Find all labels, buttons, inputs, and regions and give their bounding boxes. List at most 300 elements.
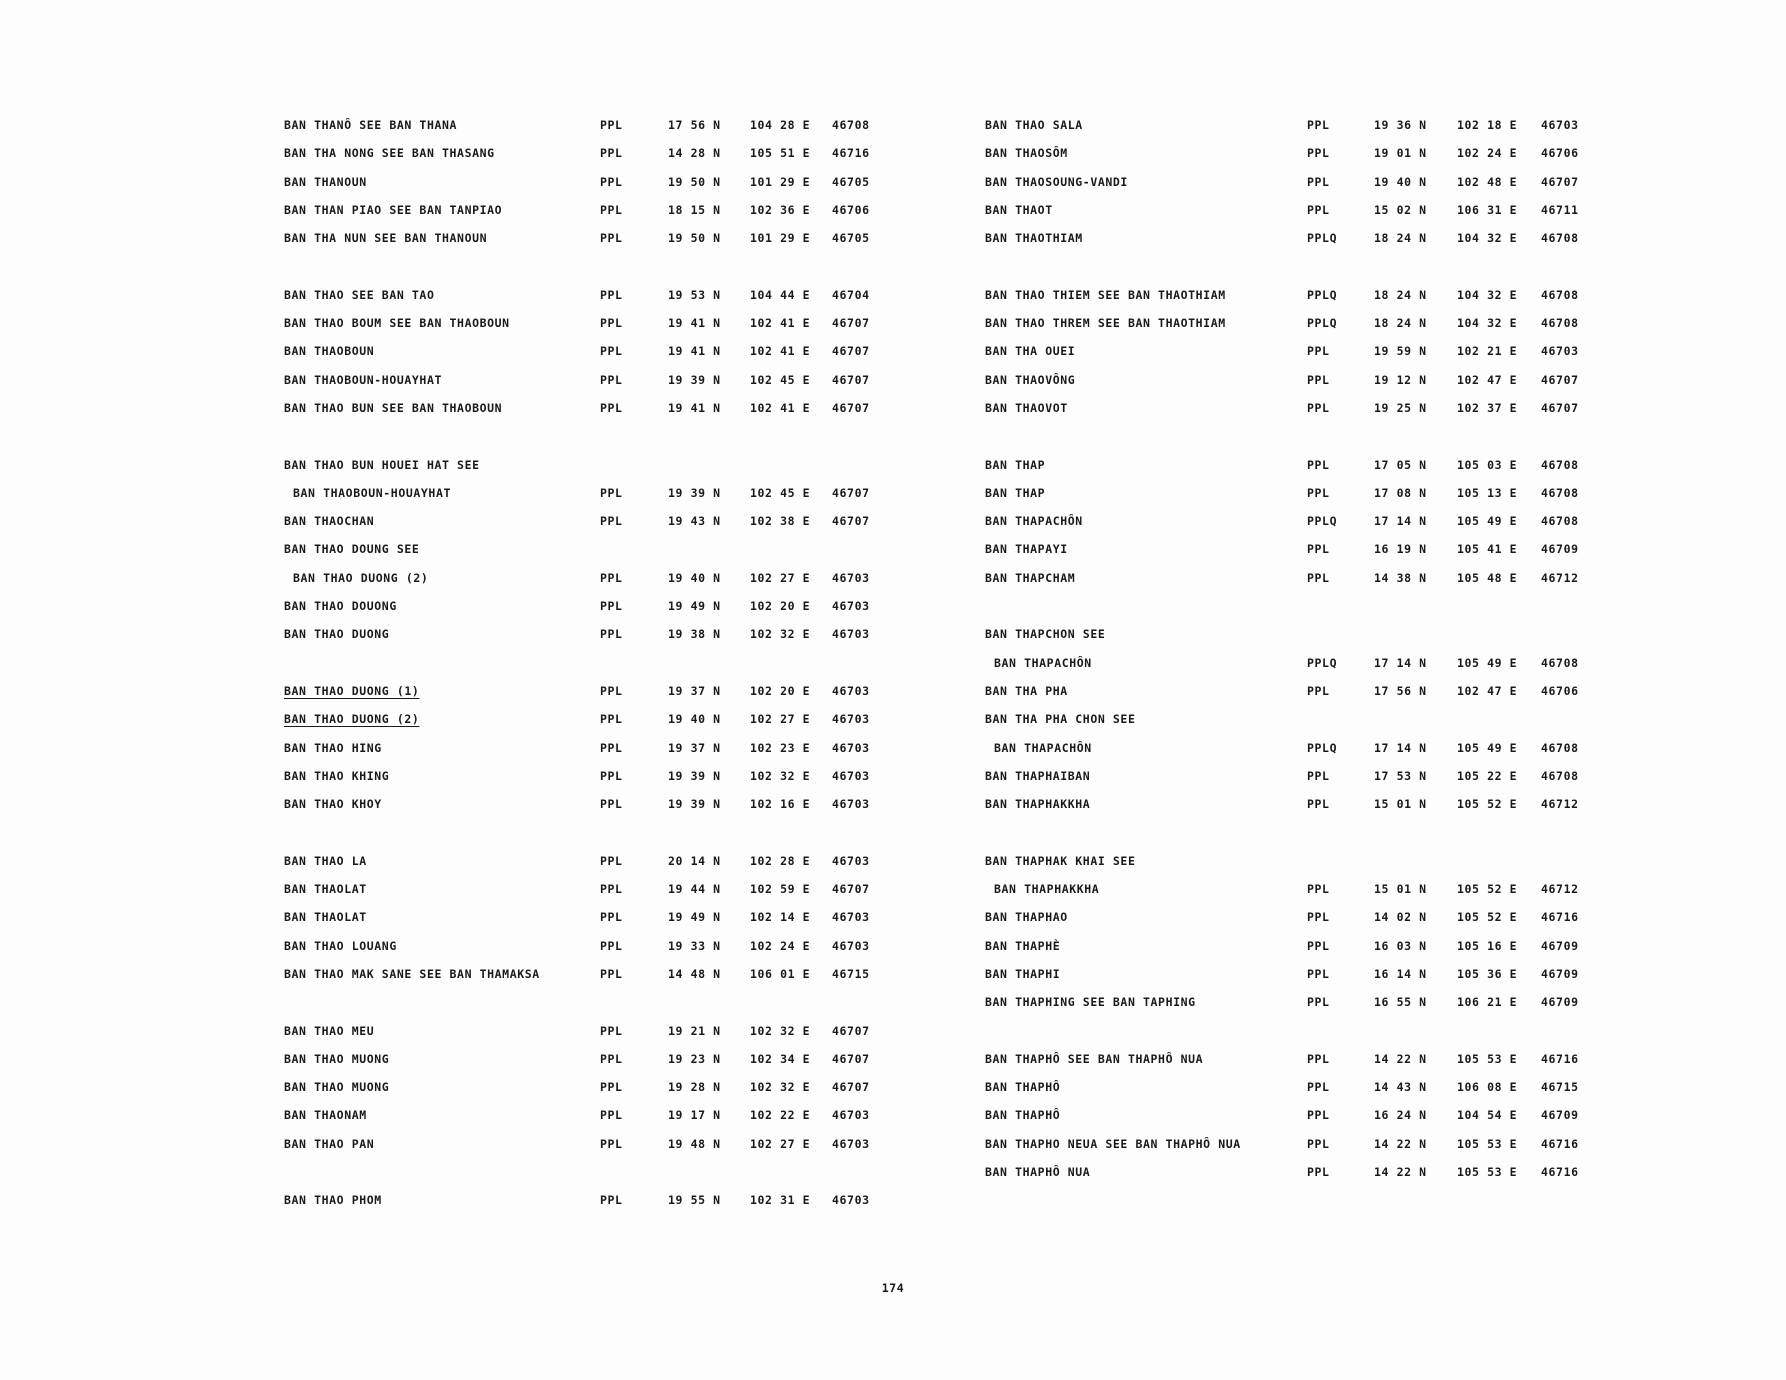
entry-name: BAN THAOBOUN-HOUAYHAT: [293, 485, 451, 500]
entry-longitude: 105 52 E: [1457, 910, 1518, 925]
entry-longitude: 105 51 E: [750, 146, 811, 161]
entry-feature-class: PPL: [600, 344, 623, 359]
entry-latitude: 15 01 N: [1374, 882, 1427, 897]
entry-feature-class: PPL: [1307, 910, 1330, 925]
right-column: [985, 118, 1605, 1193]
entry-map-code: 46703: [832, 627, 870, 642]
gazetteer-entry: [284, 741, 904, 769]
entry-latitude: 19 43 N: [668, 514, 721, 529]
section-gap: [985, 1024, 1605, 1052]
entry-longitude: 102 24 E: [1457, 146, 1518, 161]
entry-feature-class: PPL: [1307, 768, 1330, 783]
section-gap: [284, 259, 904, 287]
entry-map-code: 46707: [832, 514, 870, 529]
entry-latitude: 19 55 N: [668, 1193, 721, 1208]
entry-map-code: 46707: [832, 316, 870, 331]
entry-longitude: 102 23 E: [750, 740, 811, 755]
entry-latitude: 14 38 N: [1374, 570, 1427, 585]
entry-latitude: 16 19 N: [1374, 542, 1427, 557]
entry-longitude: 102 18 E: [1457, 118, 1518, 132]
entry-longitude: 102 27 E: [750, 1136, 811, 1151]
entry-map-code: 46712: [1541, 797, 1579, 812]
entry-name: BAN THAPHAK KHAI SEE: [985, 853, 1136, 868]
entry-latitude: 19 23 N: [668, 1051, 721, 1066]
entry-map-code: 46703: [832, 740, 870, 755]
entry-feature-class: PPL: [600, 740, 623, 755]
gazetteer-entry: [284, 1080, 904, 1108]
gazetteer-entry: [985, 741, 1605, 769]
entry-feature-class: PPL: [1307, 995, 1330, 1010]
gazetteer-entry: [284, 797, 904, 825]
entry-feature-class: PPL: [600, 231, 623, 246]
gazetteer-entry: [284, 939, 904, 967]
entry-name: BAN THAO KHOY: [284, 797, 382, 812]
entry-map-code: 46703: [832, 570, 870, 585]
entry-latitude: 17 14 N: [1374, 514, 1427, 529]
entry-longitude: 102 32 E: [750, 1080, 811, 1095]
entry-latitude: 15 01 N: [1374, 797, 1427, 812]
section-gap: [985, 259, 1605, 287]
entry-map-code: 46707: [832, 344, 870, 359]
gazetteer-entry: [284, 118, 904, 146]
entry-map-code: 46708: [1541, 231, 1579, 246]
entry-latitude: 19 28 N: [668, 1080, 721, 1095]
entry-name: BAN THAO BOUM SEE BAN THAOBOUN: [284, 316, 510, 331]
entry-map-code: 46707: [832, 1051, 870, 1066]
entry-name: BAN THAN PIAO SEE BAN TANPIAO: [284, 202, 503, 217]
entry-map-code: 46707: [1541, 400, 1579, 415]
entry-longitude: 102 37 E: [1457, 400, 1518, 415]
entry-latitude: 19 39 N: [668, 485, 721, 500]
entry-name: BAN THAOSOUNG-VANDI: [985, 174, 1128, 189]
entry-name: BAN THAO MUONG: [284, 1080, 390, 1095]
entry-longitude: 102 41 E: [750, 316, 811, 331]
entry-longitude: 102 36 E: [750, 202, 811, 217]
gazetteer-entry: [284, 1052, 904, 1080]
gazetteer-entry: [284, 542, 904, 570]
gazetteer-entry: [985, 882, 1605, 910]
entry-latitude: 19 49 N: [668, 910, 721, 925]
entry-latitude: 19 53 N: [668, 287, 721, 302]
entry-longitude: 102 45 E: [750, 485, 811, 500]
entry-longitude: 102 32 E: [750, 1023, 811, 1038]
entry-map-code: 46703: [832, 938, 870, 953]
entry-map-code: 46707: [832, 372, 870, 387]
gazetteer-entry: [985, 1080, 1605, 1108]
entry-map-code: 46709: [1541, 542, 1579, 557]
entry-longitude: 106 08 E: [1457, 1080, 1518, 1095]
entry-feature-class: PPL: [1307, 1080, 1330, 1095]
entry-name: BAN THAO MEU: [284, 1023, 375, 1038]
gazetteer-entry: [284, 684, 904, 712]
entry-name: BAN THAPACHÔN: [994, 740, 1092, 755]
entry-name: BAN THANOUN: [284, 174, 367, 189]
entry-latitude: 18 24 N: [1374, 231, 1427, 246]
entry-name: BAN THAO KHING: [284, 768, 390, 783]
entry-map-code: 46707: [1541, 372, 1579, 387]
entry-longitude: 101 29 E: [750, 174, 811, 189]
entry-name: BAN THAPHAKKHA: [994, 882, 1100, 897]
entry-feature-class: PPL: [600, 683, 623, 698]
entry-map-code: 46703: [1541, 344, 1579, 359]
gazetteer-entry: [284, 967, 904, 995]
entry-longitude: 105 41 E: [1457, 542, 1518, 557]
entry-longitude: 102 20 E: [750, 683, 811, 698]
gazetteer-entry: [284, 599, 904, 627]
entry-feature-class: PPLQ: [1307, 231, 1338, 246]
entry-feature-class: PPL: [600, 599, 623, 614]
entry-name: BAN THAOSÔM: [985, 146, 1068, 161]
gazetteer-entry: [284, 882, 904, 910]
entry-longitude: 102 32 E: [750, 627, 811, 642]
entry-latitude: 14 22 N: [1374, 1164, 1427, 1179]
entry-name: BAN THAOTHIAM: [985, 231, 1083, 246]
gazetteer-entry: [985, 486, 1605, 514]
gazetteer-entry: [985, 854, 1605, 882]
entry-longitude: 102 38 E: [750, 514, 811, 529]
entry-name: BAN THAPHÔ SEE BAN THAPHÔ NUA: [985, 1051, 1204, 1066]
entry-latitude: 15 02 N: [1374, 202, 1427, 217]
entry-map-code: 46708: [1541, 457, 1579, 472]
entry-feature-class: PPL: [600, 938, 623, 953]
entry-name: BAN THA OUEI: [985, 344, 1076, 359]
entry-longitude: 102 48 E: [1457, 174, 1518, 189]
entry-map-code: 46703: [832, 712, 870, 727]
entry-latitude: 16 03 N: [1374, 938, 1427, 953]
entry-map-code: 46703: [832, 910, 870, 925]
entry-name: BAN THAO PAN: [284, 1136, 375, 1151]
entry-map-code: 46708: [1541, 514, 1579, 529]
gazetteer-entry: [985, 967, 1605, 995]
entry-longitude: 102 32 E: [750, 768, 811, 783]
gazetteer-entry: [284, 514, 904, 542]
gazetteer-entry: [985, 231, 1605, 259]
entry-latitude: 18 24 N: [1374, 316, 1427, 331]
left-column: [284, 118, 904, 1222]
entry-map-code: 46707: [832, 882, 870, 897]
entry-feature-class: PPL: [1307, 202, 1330, 217]
entry-latitude: 17 56 N: [1374, 683, 1427, 698]
entry-name: BAN THAO PHOM: [284, 1193, 382, 1208]
entry-latitude: 19 41 N: [668, 316, 721, 331]
entry-name: BAN THAP: [985, 457, 1046, 472]
entry-map-code: 46705: [832, 174, 870, 189]
entry-latitude: 19 39 N: [668, 768, 721, 783]
entry-longitude: 102 31 E: [750, 1193, 811, 1208]
entry-map-code: 46703: [832, 1193, 870, 1208]
entry-name: BAN THAO DUONG: [284, 627, 390, 642]
entry-latitude: 17 08 N: [1374, 485, 1427, 500]
entry-name: BAN THAO DUONG (2): [293, 570, 429, 585]
entry-latitude: 14 22 N: [1374, 1136, 1427, 1151]
entry-feature-class: PPL: [600, 1051, 623, 1066]
gazetteer-entry: [284, 401, 904, 429]
entry-latitude: 19 21 N: [668, 1023, 721, 1038]
entry-feature-class: PPL: [1307, 400, 1330, 415]
entry-name: BAN THAPHÔ: [985, 1080, 1061, 1095]
gazetteer-entry: [985, 1052, 1605, 1080]
entry-latitude: 19 44 N: [668, 882, 721, 897]
entry-map-code: 46712: [1541, 570, 1579, 585]
entry-longitude: 106 31 E: [1457, 202, 1518, 217]
entry-longitude: 104 28 E: [750, 118, 811, 132]
entry-longitude: 102 28 E: [750, 853, 811, 868]
entry-feature-class: PPL: [1307, 938, 1330, 953]
entry-feature-class: PPL: [600, 797, 623, 812]
entry-name: BAN THAPACHÔN: [985, 514, 1083, 529]
entry-longitude: 106 01 E: [750, 966, 811, 981]
entry-name: BAN THAO SEE BAN TAO: [284, 287, 435, 302]
entry-name: BAN THAPHI: [985, 966, 1061, 981]
entry-latitude: 19 37 N: [668, 740, 721, 755]
entry-map-code: 46709: [1541, 966, 1579, 981]
entry-feature-class: PPL: [600, 1193, 623, 1208]
entry-feature-class: PPLQ: [1307, 287, 1338, 302]
entry-map-code: 46715: [1541, 1080, 1579, 1095]
section-gap: [284, 995, 904, 1023]
entry-longitude: 104 54 E: [1457, 1108, 1518, 1123]
entry-name: BAN THAPHING SEE BAN TAPHING: [985, 995, 1196, 1010]
entry-map-code: 46704: [832, 287, 870, 302]
entry-name: BAN THAPCHAM: [985, 570, 1076, 585]
entry-latitude: 19 37 N: [668, 683, 721, 698]
entry-name: BAN THA NONG SEE BAN THASANG: [284, 146, 495, 161]
gazetteer-entry: [985, 1137, 1605, 1165]
entry-map-code: 46703: [832, 683, 870, 698]
entry-map-code: 46709: [1541, 995, 1579, 1010]
gazetteer-entry: [284, 486, 904, 514]
entry-feature-class: PPLQ: [1307, 655, 1338, 670]
entry-map-code: 46706: [1541, 146, 1579, 161]
gazetteer-entry: [985, 316, 1605, 344]
entry-longitude: 105 03 E: [1457, 457, 1518, 472]
entry-map-code: 46709: [1541, 938, 1579, 953]
entry-map-code: 46712: [1541, 882, 1579, 897]
entry-feature-class: PPL: [1307, 882, 1330, 897]
entry-longitude: 105 48 E: [1457, 570, 1518, 585]
entry-name: BAN THAOT: [985, 202, 1053, 217]
gazetteer-entry: [284, 231, 904, 259]
entry-latitude: 19 25 N: [1374, 400, 1427, 415]
entry-feature-class: PPLQ: [1307, 316, 1338, 331]
entry-latitude: 19 41 N: [668, 344, 721, 359]
entry-latitude: 19 01 N: [1374, 146, 1427, 161]
entry-name: BAN THAO LA: [284, 853, 367, 868]
entry-longitude: 105 49 E: [1457, 740, 1518, 755]
entry-feature-class: PPL: [1307, 797, 1330, 812]
entry-name: BAN THA NUN SEE BAN THANOUN: [284, 231, 488, 246]
gazetteer-entry: [284, 571, 904, 599]
entry-feature-class: PPL: [600, 372, 623, 387]
entry-longitude: 102 47 E: [1457, 683, 1518, 698]
entry-longitude: 101 29 E: [750, 231, 811, 246]
entry-feature-class: PPL: [600, 400, 623, 415]
entry-feature-class: PPL: [600, 287, 623, 302]
entry-longitude: 106 21 E: [1457, 995, 1518, 1010]
entry-longitude: 105 36 E: [1457, 966, 1518, 981]
entry-name: BAN THA PHA CHON SEE: [985, 712, 1136, 727]
entry-name: BAN THAPACHÔN: [994, 655, 1092, 670]
entry-name: BAN THAPHAO: [985, 910, 1068, 925]
entry-feature-class: PPL: [1307, 372, 1330, 387]
entry-longitude: 105 53 E: [1457, 1051, 1518, 1066]
gazetteer-entry: [284, 146, 904, 174]
entry-name: BAN THAOVÔNG: [985, 372, 1076, 387]
entry-map-code: 46706: [832, 202, 870, 217]
entry-name: BAN THAPHO NEUA SEE BAN THAPHÔ NUA: [985, 1136, 1241, 1151]
entry-map-code: 46703: [1541, 118, 1579, 132]
entry-longitude: 102 47 E: [1457, 372, 1518, 387]
gazetteer-entry: [284, 373, 904, 401]
gazetteer-entry: [985, 797, 1605, 825]
entry-latitude: 19 17 N: [668, 1108, 721, 1123]
entry-feature-class: PPL: [1307, 1164, 1330, 1179]
entry-feature-class: PPL: [600, 1080, 623, 1095]
entry-name: BAN THAO DOUNG SEE: [284, 542, 420, 557]
entry-feature-class: PPL: [1307, 457, 1330, 472]
entry-map-code: 46711: [1541, 202, 1579, 217]
gazetteer-entry: [985, 458, 1605, 486]
entry-longitude: 102 22 E: [750, 1108, 811, 1123]
entry-name: BAN THAPHAIBAN: [985, 768, 1091, 783]
entry-map-code: 46709: [1541, 1108, 1579, 1123]
entry-latitude: 19 50 N: [668, 231, 721, 246]
entry-name: BAN THAPCHON SEE: [985, 627, 1106, 642]
entry-feature-class: PPL: [600, 627, 623, 642]
entry-longitude: 105 49 E: [1457, 514, 1518, 529]
entry-feature-class: PPL: [1307, 485, 1330, 500]
gazetteer-entry: [284, 203, 904, 231]
entry-latitude: 16 24 N: [1374, 1108, 1427, 1123]
gazetteer-entry: [985, 939, 1605, 967]
entry-map-code: 46707: [832, 400, 870, 415]
entry-latitude: 17 56 N: [668, 118, 721, 132]
entry-name: BAN THAPHÈ: [985, 938, 1061, 953]
entry-feature-class: PPL: [1307, 146, 1330, 161]
gazetteer-entry: [284, 1137, 904, 1165]
section-gap: [985, 599, 1605, 627]
entry-name: BAN THAO MAK SANE SEE BAN THAMAKSA: [284, 966, 540, 981]
gazetteer-entry: [985, 656, 1605, 684]
gazetteer-entry: [985, 627, 1605, 655]
entry-longitude: 105 13 E: [1457, 485, 1518, 500]
entry-map-code: 46708: [832, 118, 870, 132]
entry-name: BAN THANÔ SEE BAN THANA: [284, 118, 458, 132]
entry-feature-class: PPLQ: [1307, 740, 1338, 755]
entry-latitude: 18 15 N: [668, 202, 721, 217]
entry-latitude: 19 41 N: [668, 400, 721, 415]
entry-latitude: 17 53 N: [1374, 768, 1427, 783]
entry-name: BAN THAO DUONG (1): [284, 683, 420, 698]
entry-latitude: 14 28 N: [668, 146, 721, 161]
entry-map-code: 46707: [1541, 174, 1579, 189]
section-gap: [985, 429, 1605, 457]
gazetteer-entry: [284, 712, 904, 740]
entry-map-code: 46703: [832, 768, 870, 783]
entry-map-code: 46703: [832, 599, 870, 614]
entry-latitude: 19 40 N: [1374, 174, 1427, 189]
gazetteer-entry: [985, 373, 1605, 401]
entry-feature-class: PPL: [1307, 1136, 1330, 1151]
entry-longitude: 102 21 E: [1457, 344, 1518, 359]
entry-latitude: 19 40 N: [668, 570, 721, 585]
gazetteer-entry: [284, 288, 904, 316]
entry-feature-class: PPLQ: [1307, 514, 1338, 529]
entry-name: BAN THAONAM: [284, 1108, 367, 1123]
entry-longitude: 102 41 E: [750, 344, 811, 359]
entry-latitude: 17 14 N: [1374, 655, 1427, 670]
entry-latitude: 19 12 N: [1374, 372, 1427, 387]
entry-feature-class: PPL: [600, 514, 623, 529]
entry-map-code: 46716: [1541, 1051, 1579, 1066]
entry-name: BAN THAOBOUN: [284, 344, 375, 359]
entry-feature-class: PPL: [600, 316, 623, 331]
entry-feature-class: PPL: [600, 118, 623, 132]
entry-feature-class: PPL: [600, 966, 623, 981]
gazetteer-entry: [284, 1193, 904, 1221]
entry-longitude: 102 45 E: [750, 372, 811, 387]
entry-latitude: 19 36 N: [1374, 118, 1427, 132]
entry-feature-class: PPL: [1307, 174, 1330, 189]
entry-name: BAN THAP: [985, 485, 1046, 500]
entry-longitude: 102 41 E: [750, 400, 811, 415]
entry-map-code: 46703: [832, 1136, 870, 1151]
section-gap: [985, 825, 1605, 853]
entry-feature-class: PPL: [1307, 683, 1330, 698]
gazetteer-entry: [985, 684, 1605, 712]
entry-map-code: 46703: [832, 853, 870, 868]
entry-latitude: 19 59 N: [1374, 344, 1427, 359]
entry-latitude: 17 05 N: [1374, 457, 1427, 472]
entry-latitude: 18 24 N: [1374, 287, 1427, 302]
gazetteer-entry: [284, 769, 904, 797]
gazetteer-entry: [985, 175, 1605, 203]
entry-name: BAN THA PHA: [985, 683, 1068, 698]
entry-map-code: 46708: [1541, 485, 1579, 500]
entry-map-code: 46703: [832, 797, 870, 812]
entry-map-code: 46703: [832, 1108, 870, 1123]
gazetteer-entry: [284, 458, 904, 486]
gazetteer-entry: [985, 344, 1605, 372]
entry-longitude: 104 32 E: [1457, 287, 1518, 302]
gazetteer-entry: [985, 203, 1605, 231]
entry-feature-class: PPL: [600, 853, 623, 868]
entry-latitude: 19 40 N: [668, 712, 721, 727]
gazetteer-entry: [985, 1108, 1605, 1136]
gazetteer-entry: [284, 1024, 904, 1052]
entry-longitude: 105 53 E: [1457, 1164, 1518, 1179]
entry-latitude: 19 38 N: [668, 627, 721, 642]
entry-latitude: 19 33 N: [668, 938, 721, 953]
entry-feature-class: PPL: [1307, 344, 1330, 359]
entry-latitude: 19 49 N: [668, 599, 721, 614]
entry-map-code: 46708: [1541, 316, 1579, 331]
entry-latitude: 14 02 N: [1374, 910, 1427, 925]
entry-name: BAN THAO THIEM SEE BAN THAOTHIAM: [985, 287, 1226, 302]
entry-feature-class: PPL: [600, 570, 623, 585]
entry-longitude: 105 22 E: [1457, 768, 1518, 783]
entry-map-code: 46716: [832, 146, 870, 161]
entry-map-code: 46705: [832, 231, 870, 246]
entry-name: BAN THAOLAT: [284, 910, 367, 925]
entry-latitude: 14 22 N: [1374, 1051, 1427, 1066]
entry-latitude: 19 39 N: [668, 372, 721, 387]
entry-latitude: 16 14 N: [1374, 966, 1427, 981]
entry-feature-class: PPL: [600, 910, 623, 925]
entry-longitude: 102 24 E: [750, 938, 811, 953]
gazetteer-entry: [284, 910, 904, 938]
entry-longitude: 102 27 E: [750, 570, 811, 585]
